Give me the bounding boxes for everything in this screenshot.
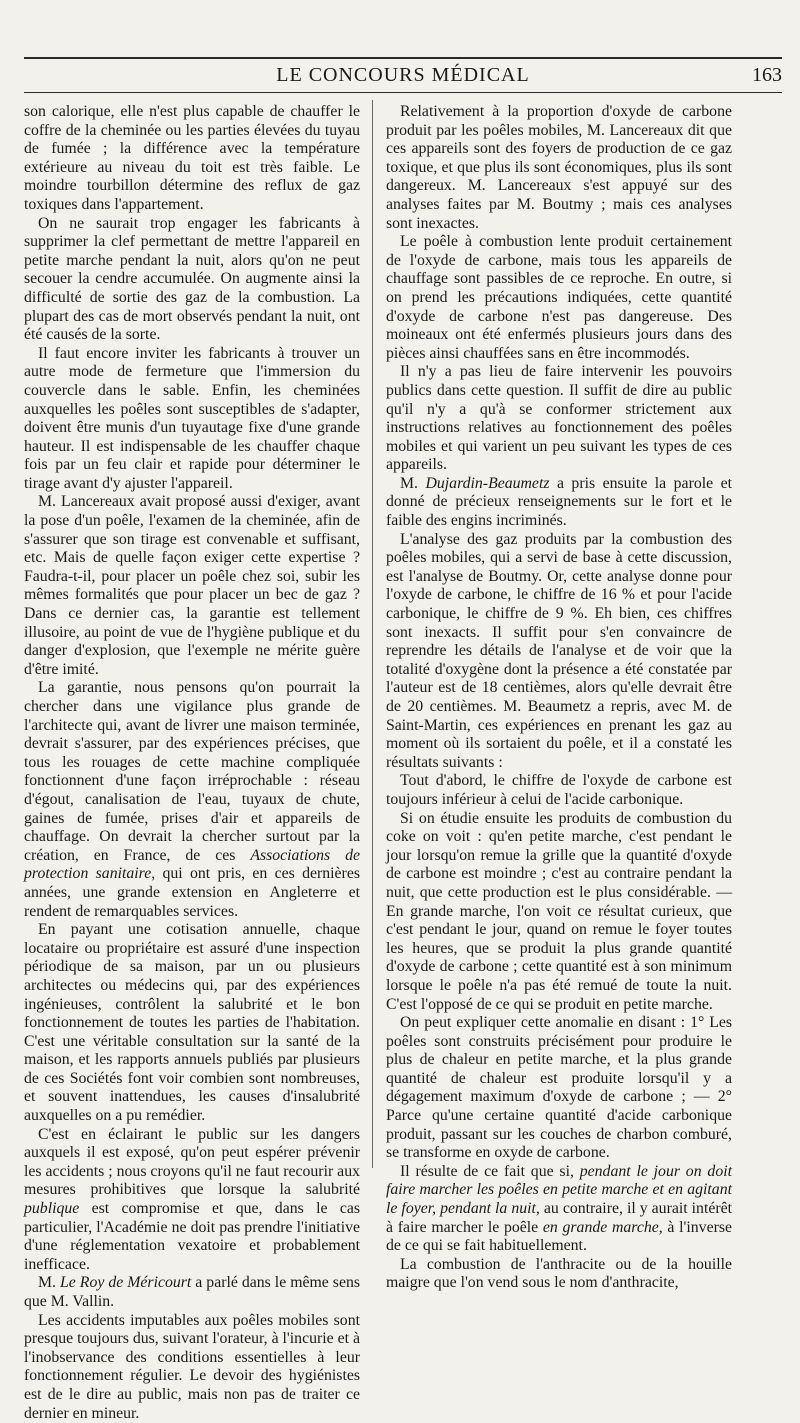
paragraph: La combustion de l'anthracite ou de la houille maigre que l'on vend sous le nom d'anthracite, bbox=[386, 1255, 732, 1292]
paragraph: M. Lancereaux avait proposé aussi d'exiger, avant la pose d'un poêle, l'examen de la cheminée, afin de s'assurer que son tirage est convenable et suffisant, etc. Mais de quelle façon exiger cette expertise ? Faudra-t-il, pour placer un poêle chez soi, subir les mêmes formalités que pour placer un bec de gaz ? Dans ce dernier cas, la garantie est tellement illusoire, au point de vue de l'hygiène publique et du danger d'explosion, que l'exemple ne mérite guère d'être imité. bbox=[24, 493, 360, 678]
text-run: Il résulte de ce fait que si, bbox=[400, 1162, 580, 1180]
paragraph bbox=[386, 475, 732, 531]
text-run: a parlé dans le même sens que M. Vallin. bbox=[24, 1274, 360, 1310]
italic-term: Associations de protection sanitaire bbox=[24, 846, 360, 883]
left-column bbox=[24, 103, 360, 1422]
paragraph: Relativement à la proportion d'oxyde de carbone produit par les poêles mobiles, M. Lancereaux dit que ces appareils sont des foyers de production de ce gaz toxique, et que plus ils sont économiques, plus ils sont dangereux. M. Lancereaux s'est appuyé sur des analyses faites par M. Boutmy ; mais ces analyses sont inexactes. bbox=[386, 103, 732, 232]
paragraph: Les accidents imputables aux poêles mobiles sont presque toujours dus, suivant l'orateur, à l'incurie et à l'inobservance des conditions essentielles à leur fonctionnement régulier. Le devoir des hygiénistes est de le dire au public, mais non pas de traiter ce dernier en mineur. bbox=[24, 1311, 360, 1422]
journal-title: LE CONCOURS MÉDICAL bbox=[276, 64, 530, 86]
speaker-name: Dujardin-Beaumetz bbox=[425, 474, 550, 492]
paragraph: Si on étudie ensuite les produits de combustion du coke on voit : qu'en petite marche, c'est pendant le jour lorsqu'on remue la grille que la quantité d'oxyde de carbone est moindre ; c'est au contraire pendant la nuit, que cette production est le plus considérable. — En grande marche, l'on voit ce résultat curieux, que c'est pendant le jour, quand on remue le foyer toutes les heures, que se produit la plus grande quantité d'oxyde de carbone ; cette quantité est à son minimum lorsque le poêle n'a pas été remué de toute la nuit. C'est l'opposé de ce qui se produit en petite marche. bbox=[386, 809, 732, 1013]
italic-term: publique bbox=[24, 1200, 80, 1218]
text-run: est compromise et que, dans le cas particulier, l'Académie ne doit pas prendre l'initiative d'une réglementation vexatoire et probablement inefficace. bbox=[24, 1200, 360, 1273]
header-rule bbox=[24, 92, 782, 93]
speaker-name: Le Roy de Méricourt bbox=[60, 1274, 192, 1292]
paragraph: Il n'y a pas lieu de faire intervenir les pouvoirs publics dans cette question. Il suffit de dire au public qu'il n'y a qu'à se conformer strictement aux instructions relatives au fonctionnement des poêles mobiles et qui varient un peu suivant les types de ces appareils. bbox=[386, 363, 732, 474]
text-run: , qui ont pris, en ces dernières années, une grande extension en Angleterre et rendent de remarquables services. bbox=[24, 865, 360, 920]
paragraph bbox=[24, 1126, 360, 1275]
paragraph: Tout d'abord, le chiffre de l'oxyde de carbone est toujours inférieur à celui de l'acide carbonique. bbox=[386, 772, 732, 808]
text-run: a pris ensuite la parole et donné de précieux renseignements sur le fort et le faible des engins incriminés. bbox=[386, 474, 732, 530]
right-column bbox=[386, 103, 733, 1292]
paragraph: On peut expliquer cette anomalie en disant : 1° Les poêles sont construits précisément pour produire le plus de chaleur en petite marche, et la plus grande quantité de chaleur est produite lorsqu'il y a dégagement maximum d'oxyde de carbone ; — 2° Parce qu'une certaine quantité d'acide carbonique produit, passant sur les couches de charbon comburé, se transforme en oxyde de carbone. bbox=[386, 1014, 732, 1162]
paragraph bbox=[386, 1163, 732, 1256]
italic-phrase: en grande marche bbox=[542, 1218, 659, 1236]
text-run: au contraire, il y aurait intérêt à faire marcher le poêle bbox=[386, 1200, 733, 1236]
text-run: C'est en éclairant le public sur les dangers auxquels il est exposé, qu'on peut espérer prévenir les accidents ; nous croyons qu'il ne faut recourir aux mesures prohibitives que lorsque la salubrité bbox=[24, 1125, 360, 1199]
top-rule bbox=[24, 57, 782, 59]
page-header bbox=[24, 62, 782, 90]
paragraph: En payant une cotisation annuelle, chaque locataire ou propriétaire est assuré d'une inspection périodique de sa maison, par un ou plusieurs architectes ou médecins qui, par des expériences ingénieuses, contrôlent la salubrité et le bon fonctionnement de toutes les parties de l'habitation. C'est une véritable consultation sur la santé de la maison, et les rapports annuels publiés par plusieurs de ces Sociétés font voir combien sont nombreuses, et souvent inattendues, les causes d'insalubrité auxquelles on a pu remédier. bbox=[24, 921, 360, 1125]
text-run: La garantie, nous pensons qu'on pourrait la chercher dans une vigilance plus grande de l'architecte qui, avant de livrer une maison terminée, devrait s'assurer, par des expériences précises, que tous les rouages de cette machine compliquée fonctionnent d'une façon irréprochable : réseau d'égout, canalisation de l'eau, tuyaux de chute, gaines de fumée, prises d'air et appareils de chauffage. On devrait la chercher surtout par la création, en France, de ces bbox=[24, 679, 360, 864]
paragraph: On ne saurait trop engager les fabricants à supprimer la clef permettant de mettre l'appareil en petite marche pendant la nuit, alors qu'on ne peut secouer la cendre accumulée. On augmente ainsi la difficulté de sortie des gaz de la combustion. La plupart des cas de mort observés pendant la nuit, ont été causés de la sorte. bbox=[24, 214, 360, 344]
page-number: 163 bbox=[752, 64, 782, 86]
italic-phrase: pendant le jour on doit faire marcher les poêles en petite marche et en agitant le foyer, pendant la nuit, bbox=[386, 1162, 732, 1218]
paragraph bbox=[24, 679, 360, 921]
text-run: M. bbox=[38, 1274, 60, 1292]
column-divider bbox=[372, 100, 373, 1168]
text-run: M. bbox=[400, 474, 426, 492]
paragraph: Le poêle à combustion lente produit certainement de l'oxyde de carbone, mais tous les appareils de chauffage sont passibles de ce reproche. En outre, si on prend les précautions indiquées, cette quantité d'oxyde de carbone n'est pas dangereuse. Des moineaux ont été enfermés plusieurs jours dans des pièces ainsi chauffées sans en être incommodés. bbox=[386, 233, 732, 362]
text-run: , à l'inverse de ce qui se fait habituellement. bbox=[386, 1218, 733, 1255]
paragraph: L'analyse des gaz produits par la combustion des poêles mobiles, qui a servi de base à cette discussion, est l'analyse de Boutmy. Or, cette analyse donne pour l'oxyde de carbone, le chiffre de 16 % et pour l'acide carbonique, le chiffre de 9 %. Eh bien, ces chiffres sont inexacts. Il suffit pour s'en convaincre de reprendre les détails de l'analyse et de voir que la totalité d'oxygène dont la présence a été constatée par l'auteur est de 18 centièmes, alors qu'elle devrait être de 20 centièmes. M. Beaumetz a repris, avec M. de Saint-Martin, ces expériences en prenant les gaz au moment où ils sortaient du poêle, et il a constaté les résultats suivants : bbox=[386, 530, 732, 771]
paragraph: son calorique, elle n'est plus capable de chauffer le coffre de la cheminée ou les parties élevées du tuyau de fumée ; la différence avec la température extérieure au niveau du toit est très faible. Le moindre tourbillon détermine des reflux de gaz toxiques dans l'appartement. bbox=[24, 103, 360, 213]
paragraph bbox=[24, 1274, 360, 1311]
paragraph: Il faut encore inviter les fabricants à trouver un autre mode de fermeture que l'immersion du couvercle dans le sable. Enfin, les cheminées auxquelles les poêles sont susceptibles de s'adapter, doivent être munis d'un tuyautage fixe d'une grande hauteur. Il est indispensable de les chauffer chaque fois par un feu clair et rapide pour déterminer le tirage avant d'y ajuster l'appareil. bbox=[24, 344, 360, 492]
